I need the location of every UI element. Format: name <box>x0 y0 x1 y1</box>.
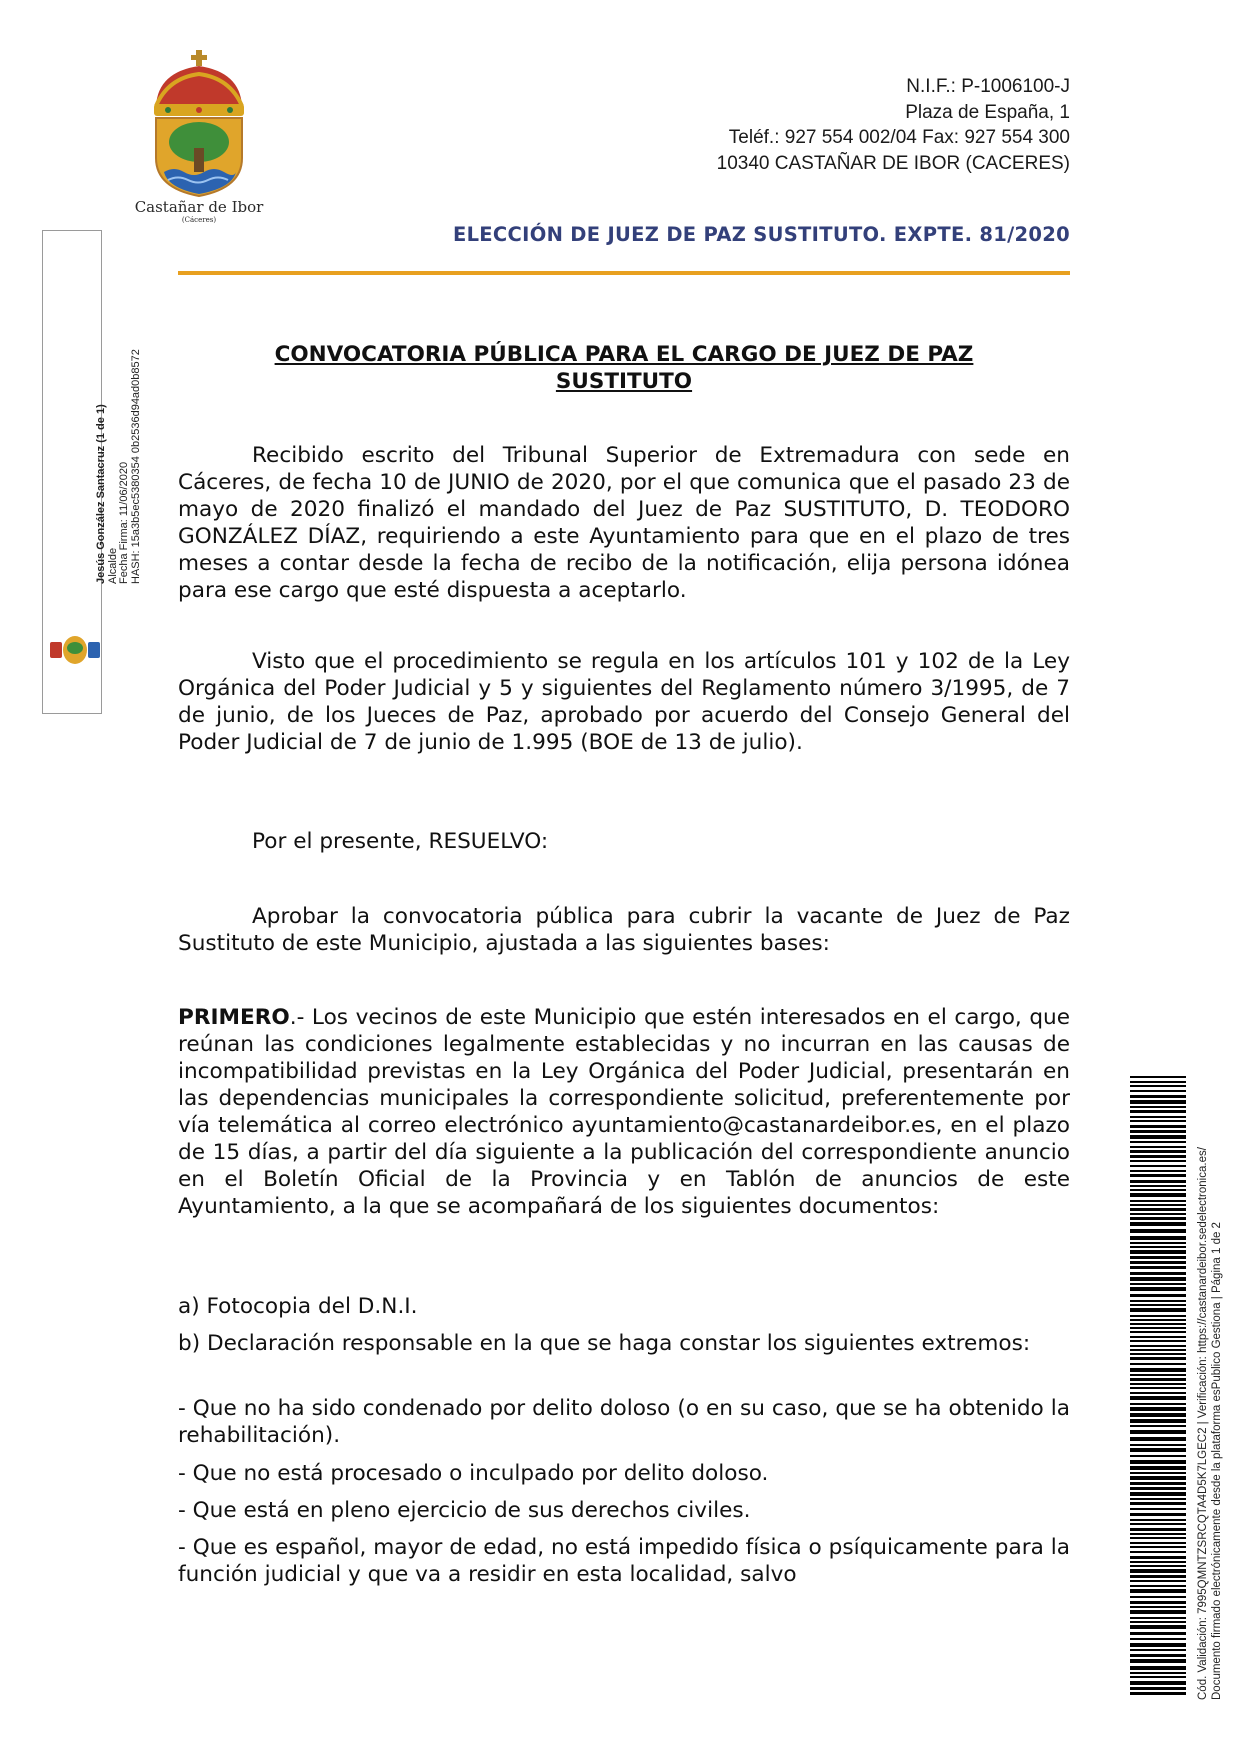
barcode-bar <box>1130 1649 1186 1651</box>
barcode-bar <box>1130 1283 1186 1285</box>
barcode-bar <box>1130 1304 1186 1306</box>
barcode-bar <box>1130 1300 1186 1302</box>
paragraph-resuelvo: Por el presente, RESUELVO: <box>252 829 549 854</box>
list-dash-2: - Que no está procesado o inculpado por delito doloso. <box>178 1461 769 1486</box>
barcode-bar <box>1130 1542 1186 1544</box>
list-dash-4: - Que es español, mayor de edad, no está impedido física o psíquicamente para la función judicial y que va a residir en esta localidad, salvo <box>178 1535 1070 1587</box>
barcode-bar <box>1130 1204 1186 1206</box>
barcode-bar <box>1130 1492 1186 1496</box>
barcode-bar <box>1130 1659 1186 1663</box>
barcode-bar <box>1130 1403 1186 1405</box>
barcode-bar <box>1130 1537 1186 1539</box>
stamp-logo-icon <box>48 632 102 668</box>
barcode-bar <box>1130 1208 1186 1211</box>
barcode-bar <box>1130 1601 1186 1604</box>
header-city: 10340 CASTAÑAR DE IBOR (CACERES) <box>716 152 1070 174</box>
barcode-bar <box>1130 1487 1186 1490</box>
barcode-bar <box>1130 1250 1186 1254</box>
barcode-bar <box>1130 1236 1186 1240</box>
barcode-bar <box>1130 1081 1186 1083</box>
barcode-bar <box>1130 1556 1186 1559</box>
barcode-bar <box>1130 1374 1186 1376</box>
barcode-bar <box>1130 1654 1186 1657</box>
barcode-bar <box>1130 1146 1186 1148</box>
paragraph-1: Recibido escrito del Tribunal Superior de Extremadura con sede en Cáceres, de fecha 10 de JUNIO de 2020, por el que comunica que el pasado 23 de mayo de 2020 finalizó el mandado del Juez de Paz SUSTITUTO, D. TEODORO GONZÁLEZ DÍAZ, requiriendo a este Ayuntamiento para que en el plazo de tres meses a contar desde la fecha de recibo de la notificación, elija persona idónea para ese cargo que esté dispuesta a aceptarlo. <box>178 443 1070 603</box>
barcode-bar <box>1130 1222 1186 1226</box>
barcode-bar <box>1130 1455 1186 1457</box>
barcode-bar <box>1130 1217 1186 1220</box>
barcode-bar <box>1130 1378 1186 1381</box>
paragraph-aprobar: Aprobar la convocatoria pública para cubrir la vacante de Juez de Paz Sustituto de este Municipio, ajustada a las siguientes bases: <box>178 904 1070 956</box>
barcode-bar <box>1130 1319 1186 1321</box>
barcode-bar <box>1130 1349 1186 1351</box>
barcode-bar <box>1130 1498 1186 1500</box>
barcode-bar <box>1130 1193 1186 1197</box>
barcode-bar <box>1130 1621 1186 1623</box>
barcode-bar <box>1130 1396 1186 1400</box>
validation-text <box>1196 1147 1224 1700</box>
barcode-bar <box>1130 1229 1186 1233</box>
barcode-bar <box>1130 1277 1186 1281</box>
barcode-bar <box>1130 1482 1186 1485</box>
barcode-bar <box>1130 1185 1186 1187</box>
validation-barcode <box>1130 1076 1186 1698</box>
barcode-bar <box>1130 1625 1186 1629</box>
barcode-bar <box>1130 1261 1186 1264</box>
list-dash-1: - Que no ha sido condenado por delito doloso (o en su caso, que se ha obtenido la rehabilitación). <box>178 1396 1070 1448</box>
barcode-bar <box>1130 1632 1186 1635</box>
page-title <box>178 341 1070 395</box>
barcode-bar <box>1130 1363 1186 1365</box>
primero-text: .- Los vecinos de este Municipio que estén interesados en el cargo, que reúnan las condiciones legalmente establecidas y no incurran en las causas de incompatibilidad previstas en la Ley Orgánica del Poder Judicial, presentarán en las dependencias municipales la correspondiente solicitud, preferentemente por vía telemática al correo electrónico ayuntamiento@castanardeibor.es, en el plazo de 15 días, a partir del día siguiente a la publicación del correspondiente anuncio en el Boletín Oficial de la Provincia y en Tablón de anuncios de este Ayuntamiento, a la que se acompañará de los siguientes documentos: <box>178 1005 1070 1219</box>
header-phone: Teléf.: 927 554 002/04 Fax: 927 554 300 <box>728 127 1070 148</box>
paragraph-2: Visto que el procedimiento se regula en los artículos 101 y 102 de la Ley Orgánica del Poder Judicial y 5 y siguientes del Reglamento número 3/1995, de 7 de junio, de los Jueces de Paz, aprobado por acuerdo del Consejo General del Poder Judicial de 7 de junio de 1.995 (BOE de 13 de julio). <box>178 649 1070 755</box>
barcode-bar <box>1130 1425 1186 1427</box>
page-title-line1: CONVOCATORIA PÚBLICA PARA EL CARGO DE JUEZ DE PAZ <box>274 342 974 367</box>
signer-name: Jesús González Santacruz (1 de 1) <box>95 404 107 584</box>
barcode-bar <box>1130 1294 1186 1297</box>
barcode-bar <box>1130 1106 1186 1108</box>
barcode-bar <box>1130 1387 1186 1389</box>
document-subject: ELECCIÓN DE JUEZ DE PAZ SUSTITUTO. EXPTE. 81/2020 <box>452 223 1070 246</box>
barcode-bar <box>1130 1472 1186 1474</box>
barcode-bar <box>1130 1368 1186 1372</box>
barcode-bar <box>1130 1466 1186 1470</box>
primero-label: PRIMERO <box>178 1005 290 1030</box>
barcode-bar <box>1130 1150 1186 1153</box>
barcode-bar <box>1130 1116 1186 1118</box>
header-nif: N.I.F.: P-1006100-J <box>906 76 1070 97</box>
barcode-bar <box>1130 1672 1186 1674</box>
crest-town-name: Castañar de Ibor <box>134 198 264 216</box>
barcode-bar <box>1130 1513 1186 1516</box>
header-address: Plaza de España, 1 <box>905 101 1070 123</box>
barcode-bar <box>1130 1125 1186 1128</box>
barcode-bar <box>1130 1266 1186 1269</box>
barcode-bar <box>1130 1606 1186 1608</box>
barcode-bar <box>1130 1610 1186 1614</box>
barcode-bar <box>1130 1242 1186 1244</box>
barcode-bar <box>1130 1141 1186 1143</box>
barcode-bar <box>1130 1575 1186 1578</box>
barcode-bar <box>1130 1589 1186 1593</box>
barcode-bar <box>1130 1200 1186 1202</box>
barcode-bar <box>1130 1130 1186 1133</box>
barcode-bar <box>1130 1448 1186 1452</box>
barcode-bar <box>1130 1336 1186 1338</box>
barcode-bar <box>1130 1076 1186 1078</box>
barcode-bar <box>1130 1174 1186 1177</box>
barcode-bar <box>1130 1155 1186 1158</box>
signature-date: Fecha Firma: 11/06/2020 <box>118 461 130 584</box>
barcode-bar <box>1130 1617 1186 1619</box>
barcode-bar <box>1130 1383 1186 1385</box>
barcode-bar <box>1130 1085 1186 1087</box>
barcode-bar <box>1130 1508 1186 1510</box>
barcode-bar <box>1130 1413 1186 1417</box>
barcode-bar <box>1130 1676 1186 1678</box>
barcode-bar <box>1130 1120 1186 1122</box>
barcode-bar <box>1130 1596 1186 1598</box>
validation-code: Cód. Validación: 7995QMNTZSRCQTA4D5K7LGEC2 | Verificación: https://castanardeibor.sedelectronica.es/ <box>1197 1147 1209 1700</box>
barcode-bar <box>1130 1340 1186 1342</box>
barcode-bar <box>1130 1323 1186 1325</box>
barcode-bar <box>1130 1687 1186 1690</box>
barcode-bar <box>1130 1569 1186 1573</box>
barcode-bar <box>1130 1638 1186 1640</box>
list-dash-3: - Que está en pleno ejercicio de sus derechos civiles. <box>178 1498 751 1523</box>
barcode-bar <box>1130 1353 1186 1355</box>
list-item-a: a) Fotocopia del D.N.I. <box>178 1294 418 1319</box>
list-item-b: b) Declaración responsable en la que se haga constar los siguientes extremos: <box>178 1331 1031 1356</box>
validation-platform: Documento firmado electrónicamente desde la plataforma esPublico Gestiona | Página 1 de 2 <box>1211 1222 1223 1700</box>
barcode-bar <box>1130 1357 1186 1360</box>
barcode-bar <box>1130 1345 1186 1347</box>
barcode-bar <box>1130 1165 1186 1167</box>
barcode-bar <box>1130 1090 1186 1092</box>
crest-shield-icon <box>128 48 270 198</box>
barcode-bar <box>1130 1246 1186 1248</box>
barcode-bar <box>1130 1528 1186 1531</box>
barcode-bar <box>1130 1666 1186 1670</box>
barcode-bar <box>1130 1533 1186 1535</box>
barcode-bar <box>1130 1460 1186 1464</box>
barcode-bar <box>1130 1100 1186 1104</box>
barcode-bar <box>1130 1160 1186 1162</box>
signature-hash: HASH: 15a3b5ec5380354 0b2536d94ad0b8572 <box>129 349 142 584</box>
barcode-bar <box>1130 1565 1186 1567</box>
barcode-bar <box>1130 1585 1186 1587</box>
page-title-line2: SUSTITUTO <box>555 369 693 394</box>
signature-stamp-text <box>96 349 142 584</box>
barcode-bar <box>1130 1502 1186 1505</box>
barcode-bar <box>1130 1315 1186 1317</box>
barcode-bar <box>1130 1643 1186 1647</box>
barcode-bar <box>1130 1407 1186 1411</box>
municipal-crest <box>128 48 270 228</box>
header-divider <box>178 271 1070 275</box>
barcode-bar <box>1130 1213 1186 1215</box>
barcode-bar <box>1130 1392 1186 1394</box>
barcode-bar <box>1130 1519 1186 1521</box>
paragraph-primero <box>178 1004 1070 1220</box>
barcode-bar <box>1130 1170 1186 1172</box>
barcode-bar <box>1130 1135 1186 1139</box>
barcode-bar <box>1130 1681 1186 1685</box>
barcode-bar <box>1130 1546 1186 1548</box>
barcode-bar <box>1130 1523 1186 1525</box>
barcode-bar <box>1130 1476 1186 1480</box>
barcode-bar <box>1130 1180 1186 1183</box>
crest-province: (Cáceres) <box>181 216 217 224</box>
barcode-bar <box>1130 1256 1186 1259</box>
barcode-bar <box>1130 1444 1186 1446</box>
barcode-bar <box>1130 1308 1186 1312</box>
barcode-bar <box>1130 1110 1186 1113</box>
barcode-bar <box>1130 1095 1186 1098</box>
barcode-bar <box>1130 1189 1186 1191</box>
barcode-bar <box>1130 1692 1186 1695</box>
barcode-bar <box>1130 1437 1186 1441</box>
barcode-bar <box>1130 1327 1186 1329</box>
signer-role: Alcalde <box>106 547 119 584</box>
barcode-bar <box>1130 1551 1186 1553</box>
barcode-bar <box>1130 1331 1186 1333</box>
header-contact-block <box>717 74 1070 176</box>
barcode-bar <box>1130 1561 1186 1563</box>
barcode-bar <box>1130 1430 1186 1434</box>
barcode-bar <box>1130 1287 1186 1291</box>
barcode-bar <box>1130 1272 1186 1275</box>
barcode-bar <box>1130 1419 1186 1423</box>
barcode-bar <box>1130 1580 1186 1582</box>
